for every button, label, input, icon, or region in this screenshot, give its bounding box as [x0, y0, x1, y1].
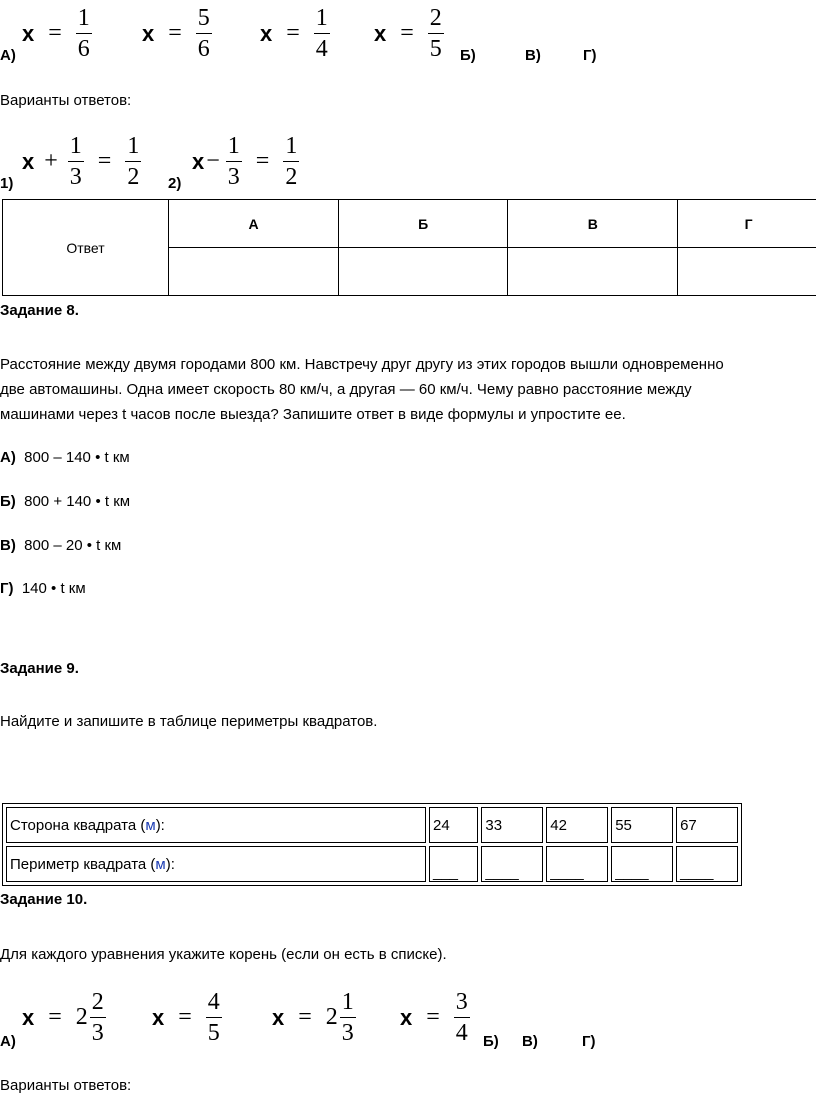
fraction: $\frac{1}{6}$	[77, 5, 90, 62]
equation-2-label: 2)	[168, 175, 182, 192]
task10-label-a: А)	[0, 1033, 16, 1050]
task10-root-a: x = 2 $\frac{2}{3}$	[22, 989, 104, 1046]
root-d: x = $\frac{2}{5}$	[374, 5, 442, 62]
fraction: $\frac{3}{4}$	[455, 989, 468, 1046]
fraction: $\frac{1}{4}$	[315, 5, 328, 62]
root-c: x = $\frac{1}{4}$	[260, 5, 328, 62]
task10-root-b: x = $\frac{4}{5}$	[152, 989, 220, 1046]
task10-label-g: Г)	[582, 1033, 596, 1050]
task8-option-a: А) 800 – 140 • t км	[0, 449, 130, 466]
equation-2: x − $\frac{1}{3}$ = $\frac{1}{2}$	[192, 133, 298, 190]
task10-label-v: В)	[522, 1033, 538, 1050]
fraction: $\frac{1}{3}$	[69, 133, 82, 190]
task8-option-g: Г) 140 • t км	[0, 580, 86, 597]
answer-header-b: Б	[339, 200, 508, 248]
perimeter-blank[interactable]: ____	[676, 846, 738, 882]
task8-text-line1: Расстояние между двумя городами 800 км. Навстречу друг другу из этих городов вышли одновременно	[0, 356, 724, 373]
root-b: x = $\frac{5}{6}$	[142, 5, 210, 62]
perimeter-blank[interactable]: ___	[429, 846, 478, 882]
fraction: $\frac{5}{6}$	[197, 5, 210, 62]
task10-root-c: x = 2 $\frac{1}{3}$	[272, 989, 354, 1046]
task10-text: Для каждого уравнения укажите корень (если он есть в списке).	[0, 946, 447, 963]
equation-1-label: 1)	[0, 175, 14, 192]
task10-root-d: x = $\frac{3}{4}$	[400, 989, 468, 1046]
answer-cell-g[interactable]	[678, 248, 816, 296]
fraction: $\frac{1}{3}$	[227, 133, 240, 190]
answer-table	[2, 199, 816, 296]
perimeter-table	[2, 803, 742, 886]
task8-option-b: Б) 800 + 140 • t км	[0, 493, 131, 510]
fraction: $\frac{4}{5}$	[207, 989, 220, 1046]
task10-answers-heading: Варианты ответов:	[0, 1077, 132, 1094]
fraction: $\frac{1}{2}$	[127, 133, 140, 190]
task8-title: Задание 8.	[0, 302, 79, 319]
perimeter-blank[interactable]: ____	[481, 846, 543, 882]
task8-option-v: В) 800 – 20 • t км	[0, 537, 122, 554]
task8-text-line3: машинами через t часов после выезда? Запишите ответ в виде формулы и упростите ее.	[0, 406, 626, 423]
side-cell: 55	[611, 807, 673, 843]
answers-heading: Варианты ответов:	[0, 92, 132, 109]
root-a: x = $\frac{1}{6}$	[22, 5, 90, 62]
answer-row-label: Ответ	[3, 200, 169, 296]
perimeter-row-label: Периметр квадрата (м):	[6, 846, 426, 882]
label-b: Б)	[460, 47, 476, 64]
perimeter-blank[interactable]: ____	[546, 846, 608, 882]
label-g: Г)	[583, 47, 597, 64]
side-cell: 42	[546, 807, 608, 843]
side-cell: 24	[429, 807, 478, 843]
task9-text: Найдите и запишите в таблице периметры квадратов.	[0, 713, 378, 730]
fraction: $\frac{1}{3}$	[341, 989, 354, 1046]
fraction: $\frac{2}{3}$	[91, 989, 104, 1046]
label-a: А)	[0, 47, 16, 64]
answer-header-v: В	[508, 200, 678, 248]
task10-label-b: Б)	[483, 1033, 499, 1050]
task8-text-line2: две автомашины. Одна имеет скорость 80 км/ч, а другая — 60 км/ч. Чему равно расстояние между	[0, 381, 692, 398]
answer-header-g: Г	[678, 200, 816, 248]
side-cell: 33	[481, 807, 543, 843]
answer-cell-a[interactable]	[169, 248, 339, 296]
task9-title: Задание 9.	[0, 660, 79, 677]
fraction: $\frac{2}{5}$	[429, 5, 442, 62]
fraction: $\frac{1}{2}$	[285, 133, 298, 190]
task10-title: Задание 10.	[0, 891, 88, 908]
answer-cell-v[interactable]	[508, 248, 678, 296]
equation-1: x + $\frac{1}{3}$ = $\frac{1}{2}$	[22, 133, 140, 190]
side-row-label: Сторона квадрата (м):	[6, 807, 426, 843]
answer-header-a: А	[169, 200, 339, 248]
perimeter-blank[interactable]: ____	[611, 846, 673, 882]
label-v: В)	[525, 47, 541, 64]
side-cell: 67	[676, 807, 738, 843]
answer-cell-b[interactable]	[339, 248, 508, 296]
